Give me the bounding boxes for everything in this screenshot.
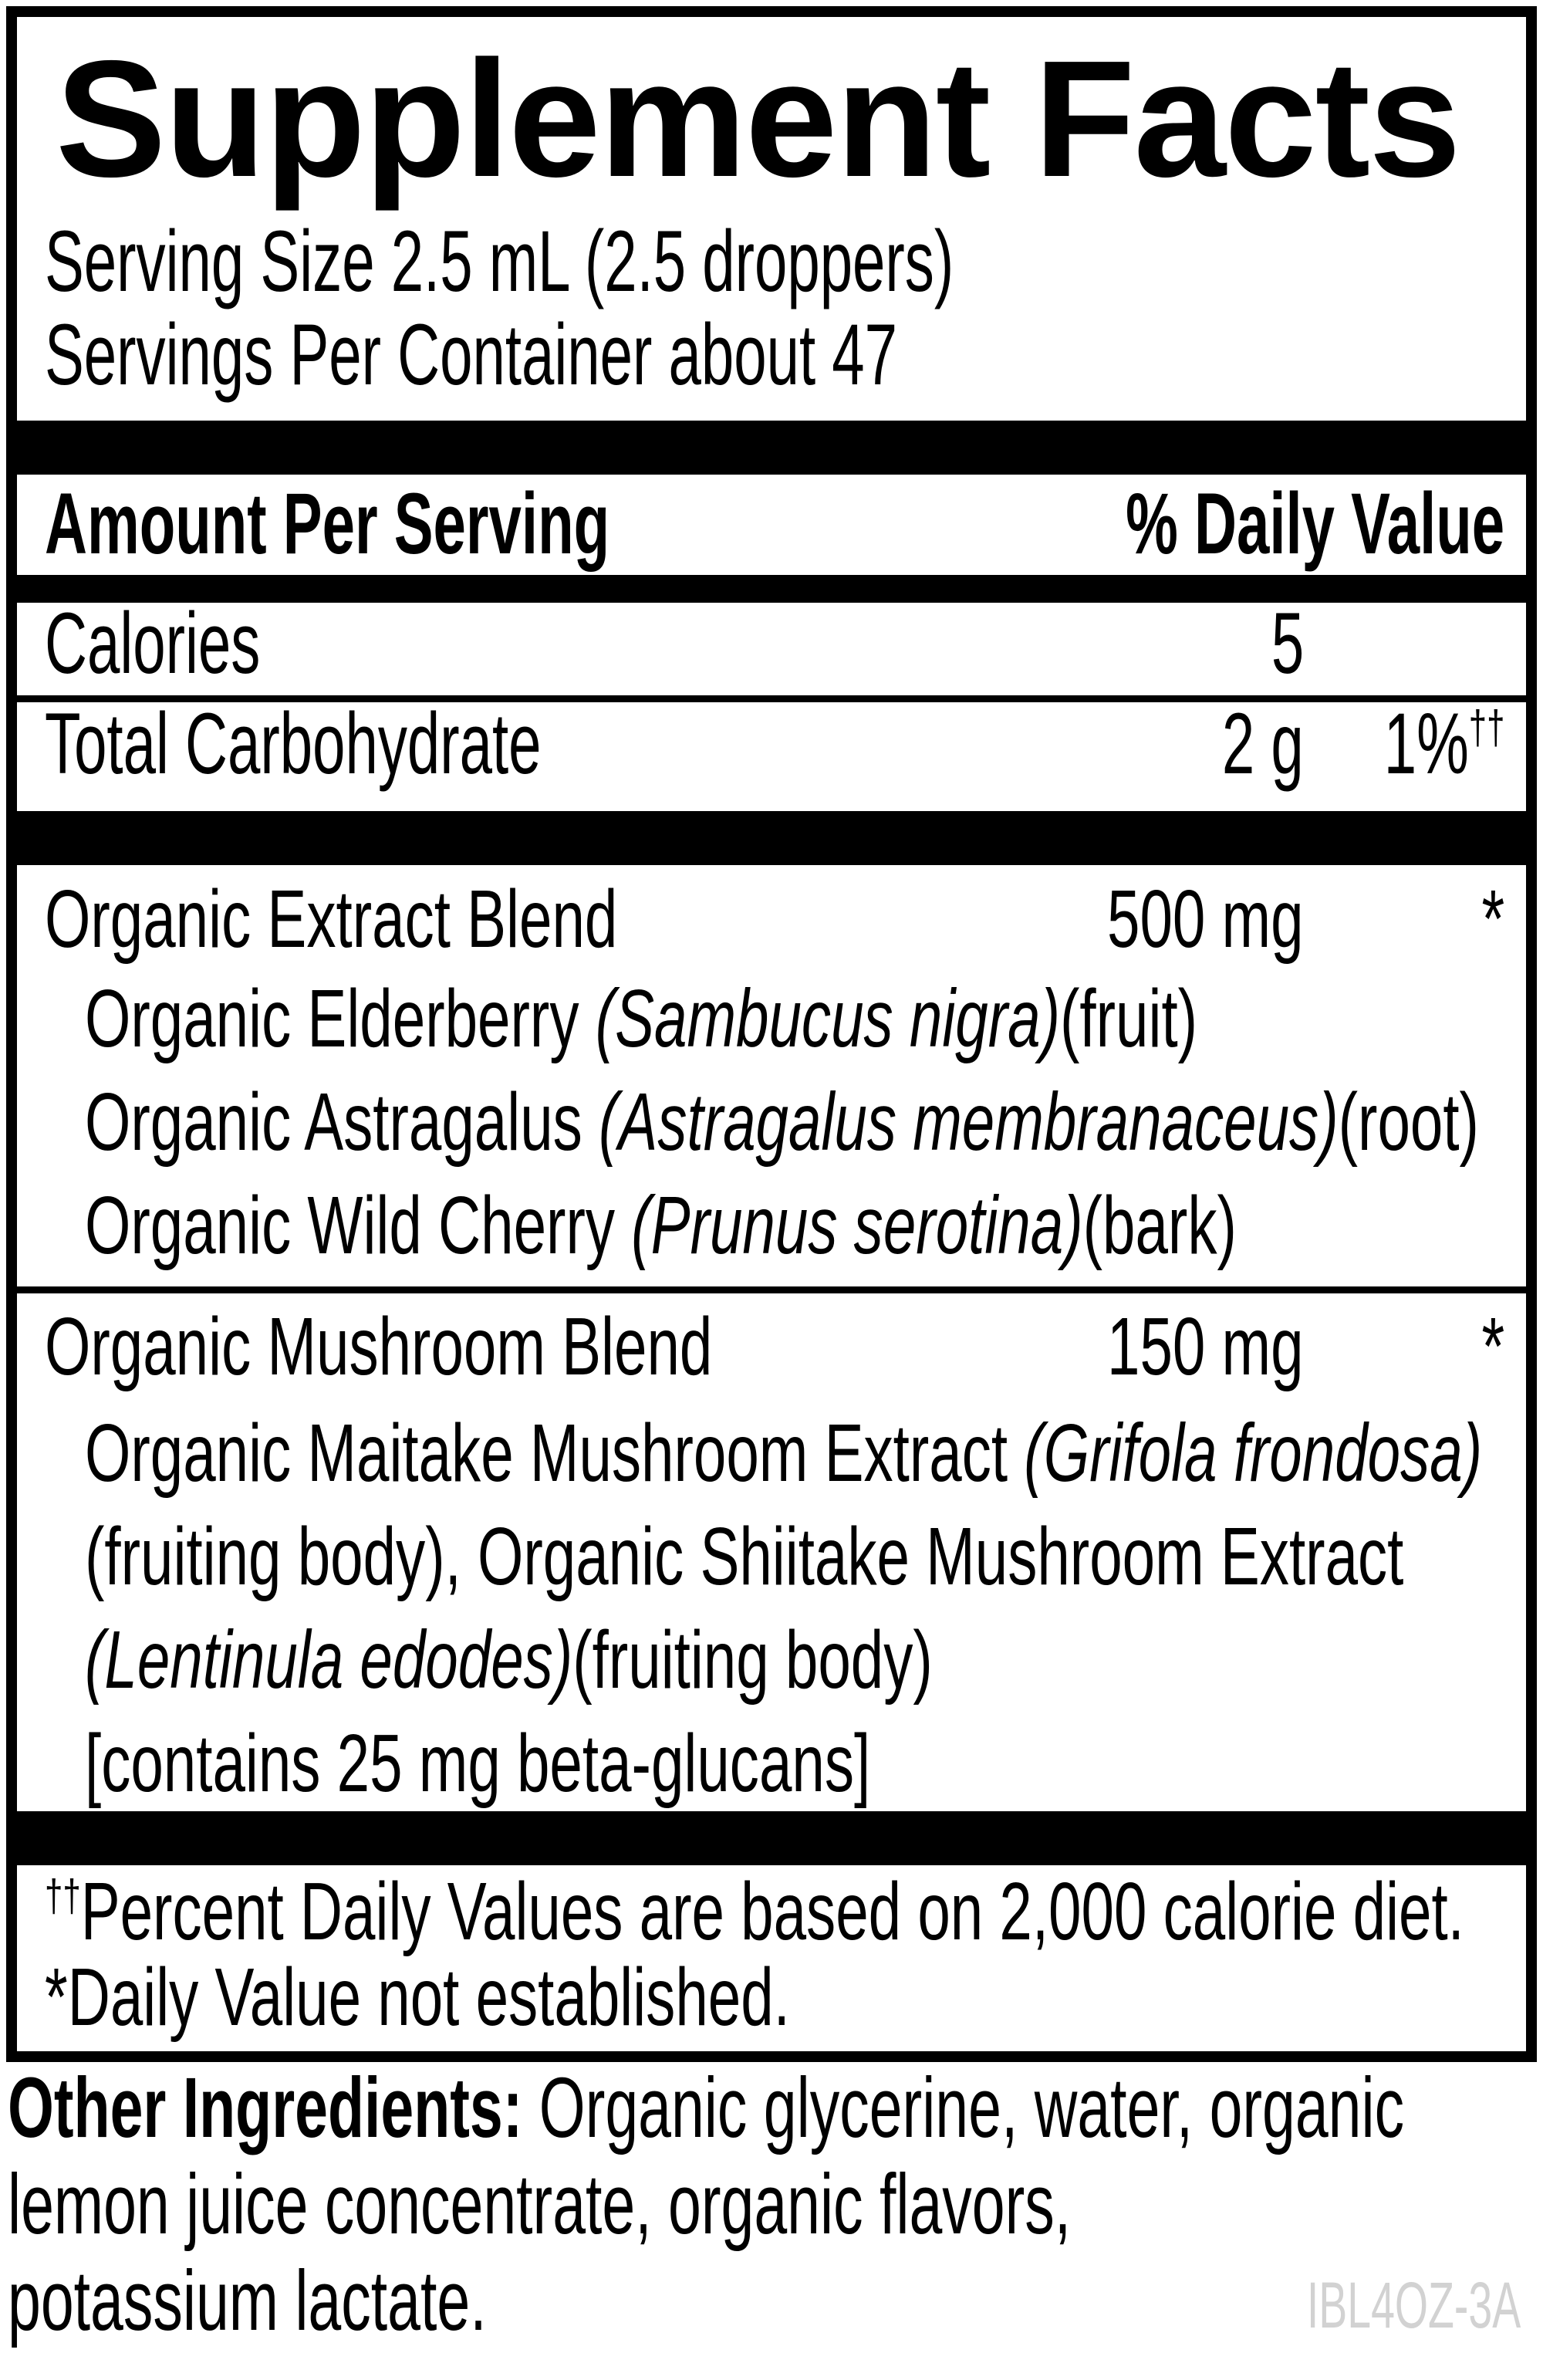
latin-name-elderberry: (Sambucus nigra) xyxy=(595,973,1061,1064)
extract-blend-label: Organic Extract Blend xyxy=(45,874,618,965)
maitake-line: Organic Maitake Mushroom Extract (Grifola frondosa) xyxy=(85,1408,1483,1499)
divider-line-thin-2 xyxy=(17,1286,1526,1293)
serving-info xyxy=(45,215,1382,401)
table-row-shiitake xyxy=(17,1509,1526,1609)
carbohydrate-label: Total Carbohydrate xyxy=(45,695,542,792)
latin-name-lentinula: (Lentinula edodes) xyxy=(85,1614,573,1706)
other-ingredients-line-3: potassium lactate. xyxy=(8,2253,487,2348)
table-row-mushroom-blend xyxy=(17,1299,1526,1399)
supplement-facts-label xyxy=(6,6,1537,2062)
other-ingredients-label: Other Ingredients: xyxy=(8,2061,523,2155)
carbohydrate-amount: 2 g xyxy=(1222,695,1304,792)
carbohydrate-dv: 1%†† xyxy=(1383,695,1504,792)
dagger-superscript: †† xyxy=(45,1871,81,1922)
other-ingredients-rest: Organic glycerine, water, organic xyxy=(522,2061,1405,2155)
divider-bar-thick-middle xyxy=(17,811,1526,865)
latin-name-astragalus: (Astragalus membranaceus) xyxy=(599,1077,1339,1168)
table-row-astragalus xyxy=(17,1074,1526,1175)
table-row-calories xyxy=(17,595,1526,695)
table-row-elderberry xyxy=(17,971,1526,1071)
column-header-row xyxy=(17,475,1526,576)
table-row-beta-glucans xyxy=(17,1716,1526,1816)
mushroom-blend-dv-asterisk: * xyxy=(1481,1301,1504,1392)
calories-label: Calories xyxy=(45,595,261,691)
footnote-not-established xyxy=(17,1949,1526,2050)
page-title-text: Supplement Facts xyxy=(56,25,1460,211)
serving-size-line: Serving Size 2.5 mL (2.5 droppers) xyxy=(45,213,954,309)
table-row-wild-cherry xyxy=(17,1178,1526,1278)
wild-cherry-line: Organic Wild Cherry (Prunus serotina)(bark) xyxy=(85,1180,1237,1271)
calories-amount: 5 xyxy=(1271,595,1304,691)
elderberry-line: Organic Elderberry (Sambucus nigra)(fruit) xyxy=(85,973,1198,1064)
mushroom-blend-label: Organic Mushroom Blend xyxy=(45,1301,713,1392)
servings-per-container-line: Servings Per Container about 47 xyxy=(45,306,897,403)
astragalus-line: Organic Astragalus (Astragalus membranaceus)(root) xyxy=(85,1077,1479,1168)
lot-code-text: IBL4OZ-3A xyxy=(1306,2269,1521,2341)
table-row-extract-blend xyxy=(17,871,1526,972)
latin-name-wild-cherry: (Prunus serotina) xyxy=(631,1180,1083,1271)
divider-bar-thick-top xyxy=(17,421,1526,475)
table-row-lentinula xyxy=(17,1612,1526,1712)
lot-code xyxy=(1197,2257,1521,2354)
footnote-not-established-text: *Daily Value not established. xyxy=(45,1952,790,2043)
daily-value-header: % Daily Value xyxy=(1125,475,1504,572)
beta-glucans-line: [contains 25 mg beta-glucans] xyxy=(85,1718,871,1809)
amount-per-serving-header: Amount Per Serving xyxy=(45,475,610,572)
page-title xyxy=(56,25,1460,211)
dagger-superscript: †† xyxy=(1468,701,1504,755)
extract-blend-dv-asterisk: * xyxy=(1481,874,1504,965)
lentinula-line: (Lentinula edodes)(fruiting body) xyxy=(85,1614,933,1706)
shiitake-line: (fruiting body), Organic Shiitake Mushroom Extract xyxy=(85,1511,1404,1602)
table-row-carbohydrate xyxy=(17,695,1526,796)
latin-name-maitake: (Grifola frondosa) xyxy=(1024,1408,1483,1499)
footnote-daily-values-text: ††Percent Daily Values are based on 2,000 calorie diet. xyxy=(45,1866,1464,1957)
extract-blend-amount: 500 mg xyxy=(1107,874,1304,965)
mushroom-blend-amount: 150 mg xyxy=(1107,1301,1304,1392)
divider-bar-thick-bottom xyxy=(17,1811,1526,1865)
other-ingredients-line-2: lemon juice concentrate, organic flavors, xyxy=(8,2157,1072,2252)
other-ingredients-line-1 xyxy=(8,2060,1543,2156)
table-row-maitake xyxy=(17,1405,1526,1506)
